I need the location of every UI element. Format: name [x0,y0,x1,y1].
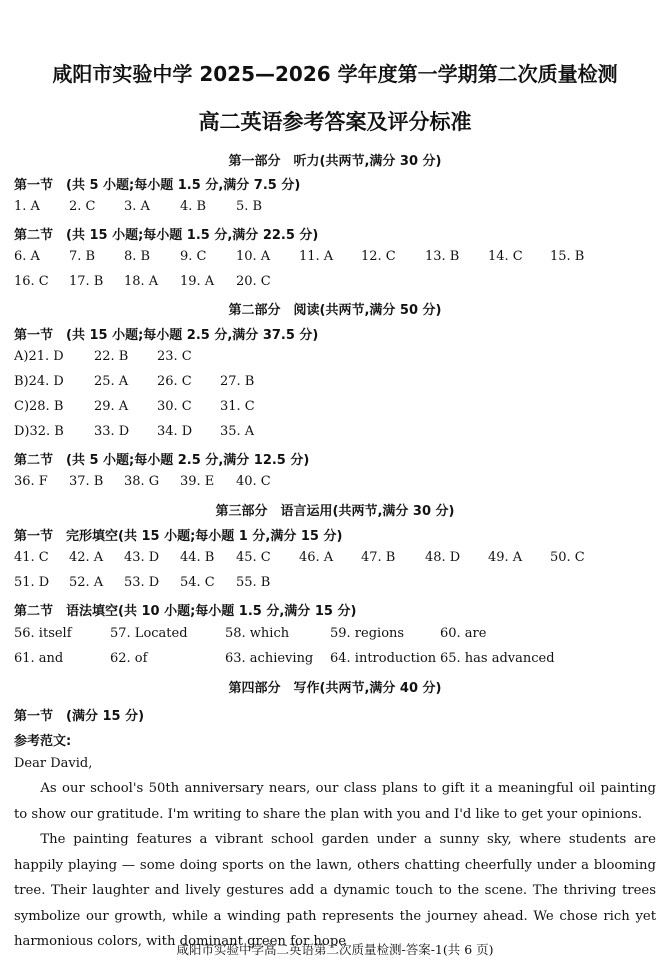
answer-item: 12. C [361,249,396,264]
part1-section1-heading: 第一节 (共 5 小题;每小题 1.5 分,满分 7.5 分) [14,178,301,193]
answer-item: 46. A [299,550,334,565]
essay-greeting: Dear David, [14,756,93,771]
part4-section1-heading: 第一节 (满分 15 分) [14,709,145,724]
answer-item: 38. G [124,474,160,489]
answer-item: 16. C [14,274,49,289]
answer-item: 7. B [69,249,96,264]
answer-item: 15. B [550,249,585,264]
answer-item: 43. D [124,550,160,565]
answer-item: 18. A [124,274,159,289]
answer-item: 5. B [236,199,263,214]
sample-essay-label: 参考范文: [14,734,72,749]
answer-item: 30. C [157,399,192,414]
answer-item: 56. itself [14,626,72,641]
answer-item: 19. A [180,274,215,289]
answer-item: 35. A [220,424,255,439]
part2-section2-heading: 第二节 (共 5 小题;每小题 2.5 分,满分 12.5 分) [14,453,310,468]
answer-item: C)28. B [14,399,64,414]
part3-heading: 第三部分 语言运用(共两节,满分 30 分) [215,504,455,519]
answer-item: 57. Located [110,626,188,641]
answer-item: 27. B [220,374,255,389]
answer-item: 3. A [124,199,150,214]
answer-item: 39. E [180,474,215,489]
answer-item: 59. regions [330,626,405,641]
answer-item: 36. F [14,474,48,489]
page-footer: 咸阳市实验中学高二英语第二次质量检测-答案-1(共 6 页) [176,942,494,957]
answer-item: B)24. D [14,374,64,389]
answer-item: 51. D [14,575,50,590]
answer-item: 65. has advanced [440,651,555,666]
answer-item: 53. D [124,575,160,590]
answer-key-subtitle: 高二英语参考答案及评分标准 [198,110,472,134]
answer-item: 11. A [299,249,334,264]
answer-item: 45. C [236,550,271,565]
answer-item: 33. D [94,424,130,439]
answer-item: 17. B [69,274,104,289]
answer-item: 6. A [14,249,40,264]
answer-item: 9. C [180,249,207,264]
answer-item: 48. D [425,550,461,565]
answer-item: 22. B [94,349,129,364]
answer-item: 20. C [236,274,271,289]
essay-paragraph-1: As our school's 50th anniversary nears, our class plans to gift it a meaningful oil painting to show our gratitude. I'm writing to share the plan with you and I'd like to get your opinions. [14,781,656,822]
answer-item: 29. A [94,399,129,414]
answer-item: D)32. B [14,424,64,439]
answer-item: 41. C [14,550,49,565]
essay-paragraph-2: The painting features a vibrant school garden under a sunny sky, where students are happily playing — some doing sports on the lawn, others chatting cheerfully under a blooming tree. Their laughter and lively gestures add a dynamic touch to the scene. The thriving trees symbolize our growth, while a winding path represents the journey ahead. We chose rich yet harmonious colors, with dominant green for hope [14,832,656,949]
exam-title: 咸阳市实验中学 2025—2026 学年度第一学期第二次质量检测 [52,62,618,86]
part2-heading: 第二部分 阅读(共两节,满分 50 分) [228,303,442,318]
part3-section2-heading: 第二节 语法填空(共 10 小题;每小题 1.5 分,满分 15 分) [14,604,357,619]
answer-item: 31. C [220,399,255,414]
answer-item: 44. B [180,550,215,565]
part4-heading: 第四部分 写作(共两节,满分 40 分) [228,681,442,696]
answer-item: 52. A [69,575,104,590]
answer-item: 64. introduction [330,651,437,666]
answer-item: 60. are [440,626,487,641]
answer-item: 1. A [14,199,40,214]
answer-item: 26. C [157,374,192,389]
answer-item: 25. A [94,374,129,389]
part3-section1-heading: 第一节 完形填空(共 15 小题;每小题 1 分,满分 15 分) [14,529,343,544]
answer-item: 23. C [157,349,192,364]
answer-item: 61. and [14,651,64,666]
answer-item: 8. B [124,249,151,264]
answer-item: 2. C [69,199,96,214]
answer-item: A)21. D [14,349,64,364]
part1-section2-heading: 第二节 (共 15 小题;每小题 1.5 分,满分 22.5 分) [14,228,319,243]
answer-item: 49. A [488,550,523,565]
answer-item: 58. which [225,626,290,641]
answer-item: 50. C [550,550,585,565]
answer-item: 47. B [361,550,396,565]
answer-item: 13. B [425,249,460,264]
answer-item: 10. A [236,249,271,264]
answer-item: 40. C [236,474,271,489]
answer-item: 14. C [488,249,523,264]
answer-item: 42. A [69,550,104,565]
answer-item: 54. C [180,575,215,590]
part2-section1-heading: 第一节 (共 15 小题;每小题 2.5 分,满分 37.5 分) [14,328,319,343]
answer-item: 62. of [110,651,148,666]
answer-item: 63. achieving [225,651,314,666]
answer-item: 55. B [236,575,271,590]
answer-item: 37. B [69,474,104,489]
part1-heading: 第一部分 听力(共两节,满分 30 分) [228,154,442,169]
answer-item: 34. D [157,424,193,439]
answer-item: 4. B [180,199,207,214]
